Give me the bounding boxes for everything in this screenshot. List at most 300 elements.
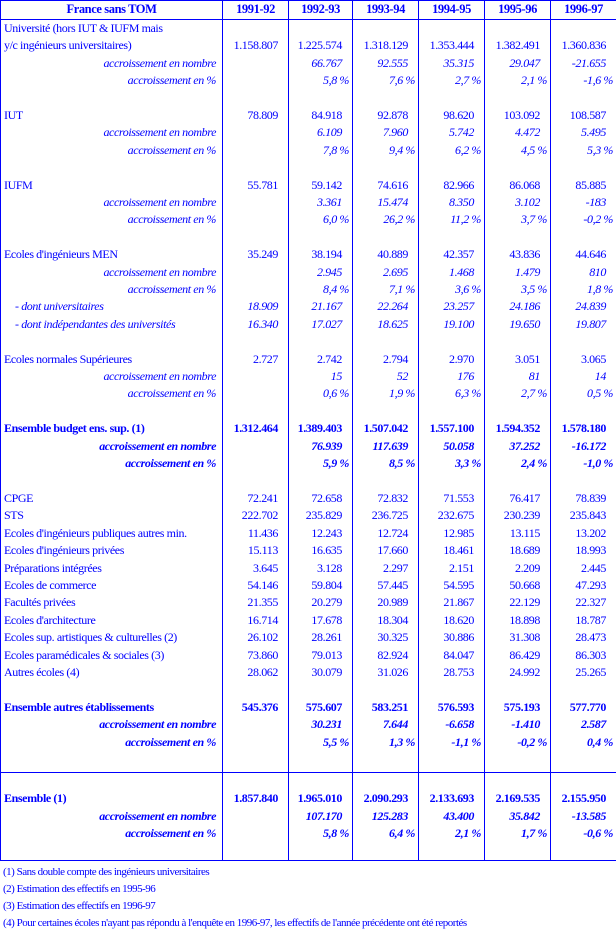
cell-value: 1.578.180 (551, 420, 616, 437)
cell-value (289, 681, 353, 698)
cell-value (223, 734, 289, 751)
cell-value: 16.714 (223, 612, 289, 629)
cell-value (419, 472, 485, 489)
cell-value (223, 90, 289, 107)
cell-value: 2.169.535 (485, 790, 551, 807)
cell-value (223, 368, 289, 385)
cell-value: 108.587 (551, 107, 616, 124)
cell-value: 1.382.491 (485, 37, 551, 54)
cell-value: 2.155.950 (551, 790, 616, 807)
cell-value: 3.051 (485, 351, 551, 368)
cell-value: 5,3 % (551, 142, 616, 159)
cell-value: 84.047 (419, 647, 485, 664)
cell-value (289, 333, 353, 350)
cell-value (353, 90, 419, 107)
cell-value (289, 90, 353, 107)
cell-value: 2.587 (551, 716, 616, 733)
table-row (1, 455, 616, 472)
spacer-row (1, 472, 616, 489)
cell-value (223, 211, 289, 228)
table-row (1, 124, 616, 141)
cell-value: 22.327 (551, 594, 616, 611)
table-row (1, 664, 616, 681)
footnote: (3) Estimation des effectifs en 1996-97 (3, 898, 467, 915)
cell-value (223, 55, 289, 72)
row-label: accroissement en % (1, 281, 223, 298)
cell-value: 59.804 (289, 577, 353, 594)
row-label: accroissement en nombre (1, 808, 223, 825)
cell-value: 107.170 (289, 808, 353, 825)
cell-value: 1.312.464 (223, 420, 289, 437)
cell-value (353, 229, 419, 246)
row-label: Ecoles de commerce (1, 577, 223, 594)
spacer-row (1, 772, 616, 790)
cell-value: 86.429 (485, 647, 551, 664)
cell-value: 4.472 (485, 124, 551, 141)
row-label: accroissement en % (1, 385, 223, 402)
cell-value: 57.445 (353, 577, 419, 594)
cell-value: 12.985 (419, 525, 485, 542)
cell-value: 1.158.807 (223, 37, 289, 54)
row-label: accroissement en nombre (1, 55, 223, 72)
cell-value: 1.857.840 (223, 790, 289, 807)
cell-value: 24.839 (551, 298, 616, 315)
cell-value (353, 472, 419, 489)
footnote: (2) Estimation des effectifs en 1995-96 (3, 881, 467, 898)
cell-value: 1.353.444 (419, 37, 485, 54)
cell-value (289, 751, 353, 773)
cell-value: 30.886 (419, 629, 485, 646)
table-row (1, 385, 616, 402)
table-row (1, 525, 616, 542)
row-label: accroissement en % (1, 211, 223, 228)
cell-value: 8,5 % (353, 455, 419, 472)
cell-value: -1.410 (485, 716, 551, 733)
row-label (1, 751, 223, 773)
cell-value: 3.102 (485, 194, 551, 211)
cell-value (223, 385, 289, 402)
cell-value: 5,8 % (289, 72, 353, 89)
cell-value: 3,7 % (485, 211, 551, 228)
cell-value: 1.479 (485, 264, 551, 281)
cell-value: -13.585 (551, 808, 616, 825)
cell-value: 176 (419, 368, 485, 385)
cell-value: 3,5 % (485, 281, 551, 298)
cell-value: 1.360.836 (551, 37, 616, 54)
cell-value (485, 681, 551, 698)
row-label: Ecoles d'ingénieurs MEN (1, 246, 223, 263)
cell-value: 30.325 (353, 629, 419, 646)
row-label: IUFM (1, 177, 223, 194)
cell-value: 230.239 (485, 507, 551, 524)
cell-value: 18.689 (485, 542, 551, 559)
cell-value (485, 843, 551, 861)
cell-value: 4,5 % (485, 142, 551, 159)
cell-value (223, 20, 289, 38)
table-row (1, 577, 616, 594)
table-row (1, 647, 616, 664)
cell-value: 2.133.693 (419, 790, 485, 807)
cell-value (419, 772, 485, 790)
cell-value: 6,0 % (289, 211, 353, 228)
cell-value: 40.889 (353, 246, 419, 263)
row-label: Ecoles paramédicales & sociales (3) (1, 647, 223, 664)
cell-value: 2,1 % (419, 825, 485, 842)
table-row (1, 542, 616, 559)
cell-value: 54.595 (419, 577, 485, 594)
spacer-row (1, 333, 616, 350)
cell-value: 6,4 % (353, 825, 419, 842)
cell-value: -1,1 % (419, 734, 485, 751)
cell-value: 2.209 (485, 560, 551, 577)
cell-value: 2,1 % (485, 72, 551, 89)
cell-value: -1,0 % (551, 455, 616, 472)
cell-value (551, 751, 616, 773)
cell-value (551, 843, 616, 861)
cell-value: 1.965.010 (289, 790, 353, 807)
cell-value (289, 159, 353, 176)
cell-value (223, 159, 289, 176)
cell-value: 9,4 % (353, 142, 419, 159)
cell-value (353, 333, 419, 350)
cell-value: 82.924 (353, 647, 419, 664)
cell-value: 21.167 (289, 298, 353, 315)
row-label (1, 681, 223, 698)
cell-value: 21.355 (223, 594, 289, 611)
cell-value (353, 681, 419, 698)
cell-value (223, 808, 289, 825)
cell-value (353, 159, 419, 176)
row-label: accroissement en nombre (1, 124, 223, 141)
cell-value: -183 (551, 194, 616, 211)
cell-value: 85.885 (551, 177, 616, 194)
cell-value: 15.474 (353, 194, 419, 211)
cell-value: 222.702 (223, 507, 289, 524)
cell-value: 3.361 (289, 194, 353, 211)
table-row (1, 594, 616, 611)
cell-value: 78.809 (223, 107, 289, 124)
cell-value: 24.992 (485, 664, 551, 681)
cell-value (289, 843, 353, 861)
cell-value (353, 772, 419, 790)
cell-value (289, 403, 353, 420)
cell-value (289, 229, 353, 246)
cell-value: 78.839 (551, 490, 616, 507)
cell-value: 2.445 (551, 560, 616, 577)
cell-value: 52 (353, 368, 419, 385)
row-label: accroissement en nombre (1, 716, 223, 733)
cell-value (551, 333, 616, 350)
cell-value: 2,7 % (485, 385, 551, 402)
row-label: - dont universitaires (1, 298, 223, 315)
cell-value (223, 825, 289, 842)
cell-value: 1.389.403 (289, 420, 353, 437)
cell-value: 11.436 (223, 525, 289, 542)
table-row (1, 790, 616, 807)
spacer-row (1, 403, 616, 420)
cell-value: -16.172 (551, 438, 616, 455)
cell-value: 66.767 (289, 55, 353, 72)
cell-value: -0,6 % (551, 825, 616, 842)
cell-value: 18.898 (485, 612, 551, 629)
table-row (1, 808, 616, 825)
cell-value: 0,5 % (551, 385, 616, 402)
cell-value (419, 20, 485, 38)
cell-value: 17.027 (289, 316, 353, 333)
cell-value: 2.727 (223, 351, 289, 368)
cell-value: 28.753 (419, 664, 485, 681)
cell-value (353, 20, 419, 38)
cell-value (419, 403, 485, 420)
cell-value: 2,4 % (485, 455, 551, 472)
cell-value: 236.725 (353, 507, 419, 524)
cell-value: 19.650 (485, 316, 551, 333)
cell-value: 13.115 (485, 525, 551, 542)
year-header: 1993-94 (353, 1, 419, 20)
cell-value (551, 90, 616, 107)
cell-value: 583.251 (353, 699, 419, 716)
table-row (1, 246, 616, 263)
cell-value: 79.013 (289, 647, 353, 664)
cell-value: 37.252 (485, 438, 551, 455)
cell-value: 7.644 (353, 716, 419, 733)
spacer-row (1, 90, 616, 107)
cell-value (485, 20, 551, 38)
table-row (1, 734, 616, 751)
row-label: accroissement en nombre (1, 368, 223, 385)
row-label (1, 90, 223, 107)
cell-value: 92.878 (353, 107, 419, 124)
cell-value: 86.068 (485, 177, 551, 194)
cell-value: -0,2 % (551, 211, 616, 228)
table-row (1, 142, 616, 159)
cell-value: 577.770 (551, 699, 616, 716)
cell-value: 575.193 (485, 699, 551, 716)
cell-value: 7.960 (353, 124, 419, 141)
cell-value: 47.293 (551, 577, 616, 594)
cell-value (485, 333, 551, 350)
cell-value (223, 333, 289, 350)
row-label: Ecoles normales Supérieures (1, 351, 223, 368)
row-label: accroissement en nombre (1, 438, 223, 455)
cell-value (419, 159, 485, 176)
cell-value: 86.303 (551, 647, 616, 664)
cell-value: 72.241 (223, 490, 289, 507)
header-row (1, 1, 616, 20)
cell-value: 44.646 (551, 246, 616, 263)
cell-value (223, 264, 289, 281)
row-label: accroissement en nombre (1, 194, 223, 211)
row-label (1, 159, 223, 176)
cell-value: 3,6 % (419, 281, 485, 298)
row-label: y/c ingénieurs universitaires) (1, 37, 223, 54)
row-label: accroissement en % (1, 825, 223, 842)
cell-value (353, 843, 419, 861)
cell-value: 12.243 (289, 525, 353, 542)
cell-value (551, 403, 616, 420)
year-header: 1991-92 (223, 1, 289, 20)
cell-value: -0,2 % (485, 734, 551, 751)
cell-value (223, 472, 289, 489)
row-label: Facultés privées (1, 594, 223, 611)
cell-value (223, 751, 289, 773)
cell-value: 55.781 (223, 177, 289, 194)
table-row (1, 560, 616, 577)
cell-value: 30.231 (289, 716, 353, 733)
cell-value: 545.376 (223, 699, 289, 716)
cell-value (223, 142, 289, 159)
cell-value: 3.645 (223, 560, 289, 577)
cell-value: 43.400 (419, 808, 485, 825)
cell-value: 6,2 % (419, 142, 485, 159)
row-label: Ecoles d'architecture (1, 612, 223, 629)
cell-value: 76.417 (485, 490, 551, 507)
cell-value: -1,6 % (551, 72, 616, 89)
cell-value: 5.495 (551, 124, 616, 141)
row-label: accroissement en % (1, 734, 223, 751)
cell-value: 18.909 (223, 298, 289, 315)
table-row (1, 699, 616, 716)
row-label: Ecoles sup. artistiques & culturelles (2) (1, 629, 223, 646)
cell-value: 20.989 (353, 594, 419, 611)
cell-value (223, 403, 289, 420)
cell-value: 92.555 (353, 55, 419, 72)
cell-value: 1.557.100 (419, 420, 485, 437)
cell-value (353, 751, 419, 773)
table-row (1, 716, 616, 733)
cell-value: 576.593 (419, 699, 485, 716)
header-title: France sans TOM (1, 1, 223, 20)
cell-value: 17.678 (289, 612, 353, 629)
table-row (1, 37, 616, 54)
footnotes (3, 864, 467, 932)
cell-value: 50.668 (485, 577, 551, 594)
cell-value: 18.304 (353, 612, 419, 629)
cell-value: 1,3 % (353, 734, 419, 751)
cell-value: 2.297 (353, 560, 419, 577)
cell-value (419, 229, 485, 246)
row-label: accroissement en % (1, 72, 223, 89)
cell-value: 16.340 (223, 316, 289, 333)
cell-value: -6.658 (419, 716, 485, 733)
cell-value (485, 159, 551, 176)
cell-value (419, 333, 485, 350)
cell-value (485, 229, 551, 246)
cell-value: 235.843 (551, 507, 616, 524)
row-label (1, 843, 223, 861)
cell-value (223, 72, 289, 89)
cell-value (353, 403, 419, 420)
cell-value: 30.079 (289, 664, 353, 681)
row-label: accroissement en % (1, 455, 223, 472)
cell-value (551, 159, 616, 176)
cell-value (223, 438, 289, 455)
cell-value: 28.261 (289, 629, 353, 646)
cell-value: 18.461 (419, 542, 485, 559)
cell-value: 72.658 (289, 490, 353, 507)
cell-value (223, 716, 289, 733)
cell-value: 1,7 % (485, 825, 551, 842)
cell-value (223, 843, 289, 861)
cell-value (223, 281, 289, 298)
cell-value (223, 772, 289, 790)
table-row (1, 316, 616, 333)
footnote: (4) Pour certaines écoles n'ayant pas répondu à l'enquête en 1996-97, les effectifs de l'année précédente ont été reportés (3, 915, 467, 932)
table-row (1, 107, 616, 124)
cell-value: -21.655 (551, 55, 616, 72)
cell-value: 3,3 % (419, 455, 485, 472)
row-label: Ensemble budget ens. sup. (1) (1, 420, 223, 437)
cell-value: 74.616 (353, 177, 419, 194)
cell-value: 575.607 (289, 699, 353, 716)
table-row (1, 298, 616, 315)
table-row (1, 264, 616, 281)
table-row (1, 211, 616, 228)
table-row (1, 612, 616, 629)
cell-value: 13.202 (551, 525, 616, 542)
cell-value (485, 472, 551, 489)
cell-value: 6,3 % (419, 385, 485, 402)
table-row (1, 629, 616, 646)
cell-value: 3.128 (289, 560, 353, 577)
row-label: Ensemble (1) (1, 790, 223, 807)
cell-value: 35.842 (485, 808, 551, 825)
cell-value (419, 751, 485, 773)
table-body (1, 20, 616, 861)
cell-value: 16.635 (289, 542, 353, 559)
cell-value: 8,4 % (289, 281, 353, 298)
table-row (1, 72, 616, 89)
cell-value (551, 229, 616, 246)
cell-value: 72.832 (353, 490, 419, 507)
row-label (1, 229, 223, 246)
cell-value (551, 772, 616, 790)
year-header: 1995-96 (485, 1, 551, 20)
row-label: STS (1, 507, 223, 524)
row-label (1, 472, 223, 489)
cell-value: 5.742 (419, 124, 485, 141)
cell-value: 5,9 % (289, 455, 353, 472)
cell-value: 11,2 % (419, 211, 485, 228)
cell-value: 25.265 (551, 664, 616, 681)
cell-value: 2.151 (419, 560, 485, 577)
row-label (1, 772, 223, 790)
cell-value: 23.257 (419, 298, 485, 315)
cell-value: 59.142 (289, 177, 353, 194)
cell-value: 42.357 (419, 246, 485, 263)
cell-value (485, 772, 551, 790)
row-label: Préparations intégrées (1, 560, 223, 577)
table-row (1, 281, 616, 298)
cell-value (289, 772, 353, 790)
cell-value: 2.970 (419, 351, 485, 368)
row-label: Ensemble autres établissements (1, 699, 223, 716)
cell-value: 1,9 % (353, 385, 419, 402)
cell-value: 1.225.574 (289, 37, 353, 54)
table-row (1, 55, 616, 72)
cell-value: 98.620 (419, 107, 485, 124)
cell-value: 26.102 (223, 629, 289, 646)
cell-value (223, 681, 289, 698)
row-label (1, 403, 223, 420)
cell-value: 17.660 (353, 542, 419, 559)
cell-value: 50.058 (419, 438, 485, 455)
cell-value: 0,6 % (289, 385, 353, 402)
cell-value: 76.939 (289, 438, 353, 455)
cell-value: 7,6 % (353, 72, 419, 89)
cell-value: 19.807 (551, 316, 616, 333)
footnote: (1) Sans double compte des ingénieurs universitaires (3, 864, 467, 881)
